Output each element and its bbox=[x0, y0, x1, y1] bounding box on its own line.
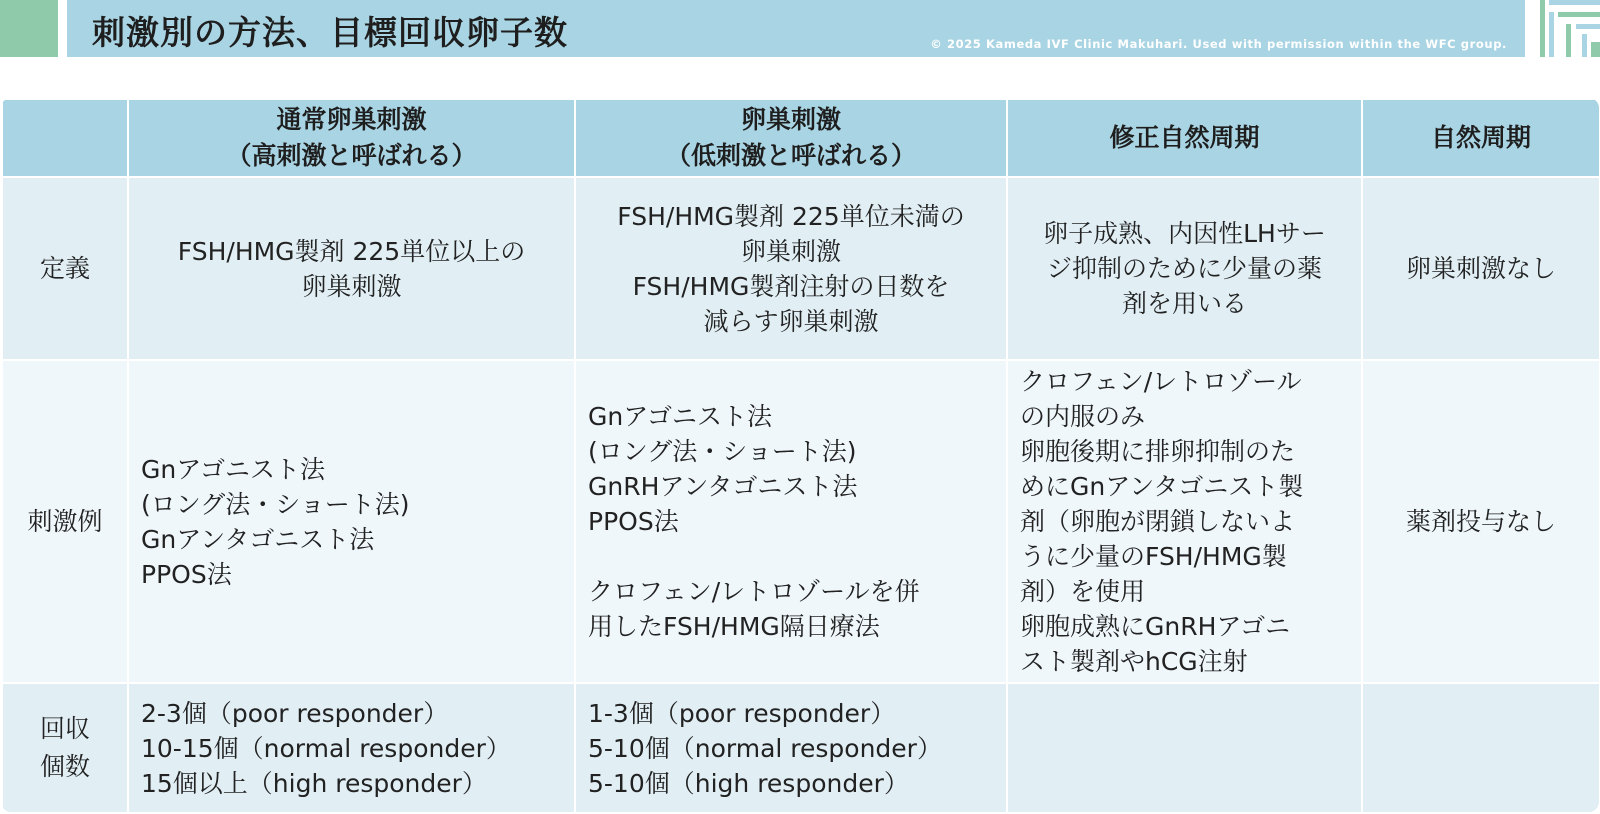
header-conventional-stimulation bbox=[128, 99, 575, 177]
cell-text-line: 卵胞後期に排卵抑制のた bbox=[1020, 437, 1296, 466]
blank-line bbox=[588, 539, 1006, 574]
table-row-definition bbox=[2, 177, 1599, 360]
cell-text-line: 剤）を使用 bbox=[1020, 577, 1146, 606]
clinic-logo-graphic bbox=[1538, 0, 1600, 57]
title-bar bbox=[67, 0, 1525, 57]
cell-text-line: 卵巣刺激 bbox=[301, 271, 402, 301]
cell-text-line: GnRHアンタゴニスト法 bbox=[588, 472, 858, 501]
blank-line bbox=[1363, 731, 1599, 766]
cell-text-line: 剤（卵胞が閉鎖しないよ bbox=[1020, 507, 1296, 536]
cell-text-line: Gnアンタゴニスト法 bbox=[141, 524, 375, 554]
cell-text-line: FSH/HMG製剤 225単位未満の bbox=[617, 201, 965, 231]
cell-text-line: 通常卵巣刺激 bbox=[276, 105, 427, 134]
cell-text-line: 定義 bbox=[39, 253, 90, 283]
header-natural-cycle bbox=[1362, 99, 1599, 177]
table-cell bbox=[1362, 360, 1599, 683]
table-cell bbox=[1007, 177, 1362, 360]
cell-text-line: 用したFSH/HMG隔日療法 bbox=[588, 612, 880, 641]
cell-text-line: Gnアゴニスト法 bbox=[141, 454, 325, 484]
cell-text-line: 減らす卵巣刺激 bbox=[703, 306, 879, 336]
blank-line bbox=[1020, 731, 1361, 766]
table-header-row bbox=[2, 99, 1599, 177]
cell-text-line: めにGnアンタゴニスト製 bbox=[1020, 472, 1304, 501]
blank-line bbox=[3, 121, 127, 156]
cell-text-line: 刺激例 bbox=[27, 506, 103, 536]
cell-text-line: 2-3個（poor responder） bbox=[141, 698, 449, 728]
header-corner bbox=[2, 99, 128, 177]
cell-text-line: 卵巣刺激 bbox=[740, 105, 841, 134]
cell-text-line: Gnアゴニスト法 bbox=[588, 402, 772, 431]
cell-text-line: 卵胞成熟にGnRHアゴニ bbox=[1020, 612, 1291, 641]
cell-text-line: スト製剤やhCG注射 bbox=[1020, 647, 1248, 676]
table-cell bbox=[128, 360, 575, 683]
page-title: 刺激別の方法、目標回収卵子数 bbox=[92, 13, 568, 52]
copyright-notice: © 2025 Kameda IVF Clinic Makuhari. Used with permission within the WFC group. bbox=[930, 37, 1507, 51]
cell-text-line: (ロング法・ショート法) bbox=[141, 489, 410, 519]
table-cell bbox=[575, 360, 1007, 683]
row-label-retrieval-count bbox=[2, 683, 128, 812]
cell-text-line: PPOS法 bbox=[141, 559, 232, 589]
cell-text-line: FSH/HMG製剤 225単位以上の bbox=[177, 236, 526, 266]
cell-text-line: 5-10個（high responder） bbox=[588, 768, 909, 798]
cell-text-line: （高刺激と呼ばれる） bbox=[226, 141, 477, 170]
cell-text-line: クロフェン/レトロゾールを併 bbox=[588, 577, 920, 606]
cell-text-line: 個数 bbox=[39, 752, 90, 781]
table-cell bbox=[128, 177, 575, 360]
table-cell bbox=[1362, 683, 1599, 812]
row-label-examples bbox=[2, 360, 128, 683]
header-mild-stimulation bbox=[575, 99, 1007, 177]
cell-text-line: うに少量のFSH/HMG製 bbox=[1020, 542, 1287, 571]
accent-square bbox=[0, 0, 58, 57]
table-cell bbox=[1362, 177, 1599, 360]
table-row-examples bbox=[2, 360, 1599, 683]
cell-text-line: 卵巣刺激 bbox=[740, 236, 841, 266]
cell-text-line: （低刺激と呼ばれる） bbox=[665, 141, 916, 170]
table-cell bbox=[575, 683, 1007, 812]
cell-text-line: 剤を用いる bbox=[1121, 289, 1247, 318]
cell-text-line: 自然周期 bbox=[1430, 123, 1531, 152]
cell-text-line: 1-3個（poor responder） bbox=[588, 698, 896, 728]
cell-text-line: 10-15個（normal responder） bbox=[141, 733, 511, 763]
cell-text-line: 15個以上（high responder） bbox=[141, 768, 487, 798]
cell-text-line: FSH/HMG製剤注射の日数を bbox=[632, 271, 950, 301]
header-modified-natural-cycle bbox=[1007, 99, 1362, 177]
cell-text-line: クロフェン/レトロゾール bbox=[1020, 367, 1302, 396]
table-cell bbox=[575, 177, 1007, 360]
cell-text-line: PPOS法 bbox=[588, 507, 679, 536]
cell-text-line: 回収 bbox=[39, 714, 90, 743]
cell-text-line: 修正自然周期 bbox=[1109, 123, 1260, 152]
comparison-table bbox=[1, 98, 1599, 812]
cell-text-line: 卵子成熟、内因性LHサー bbox=[1043, 219, 1326, 248]
clinic-logo bbox=[1538, 0, 1600, 57]
stimulation-table bbox=[1, 98, 1599, 812]
table-cell bbox=[128, 683, 575, 812]
cell-text-line: (ロング法・ショート法) bbox=[588, 437, 857, 466]
table-cell bbox=[1007, 683, 1362, 812]
row-label-definition bbox=[2, 177, 128, 360]
cell-text-line: ジ抑制のために少量の薬 bbox=[1046, 254, 1322, 283]
cell-text-line: 卵巣刺激なし bbox=[1405, 254, 1556, 283]
table-cell bbox=[1007, 360, 1362, 683]
cell-text-line: 5-10個（normal responder） bbox=[588, 733, 942, 763]
table-row-retrieval-count bbox=[2, 683, 1599, 812]
cell-text-line: の内服のみ bbox=[1020, 402, 1146, 431]
cell-text-line: 薬剤投与なし bbox=[1405, 507, 1556, 536]
